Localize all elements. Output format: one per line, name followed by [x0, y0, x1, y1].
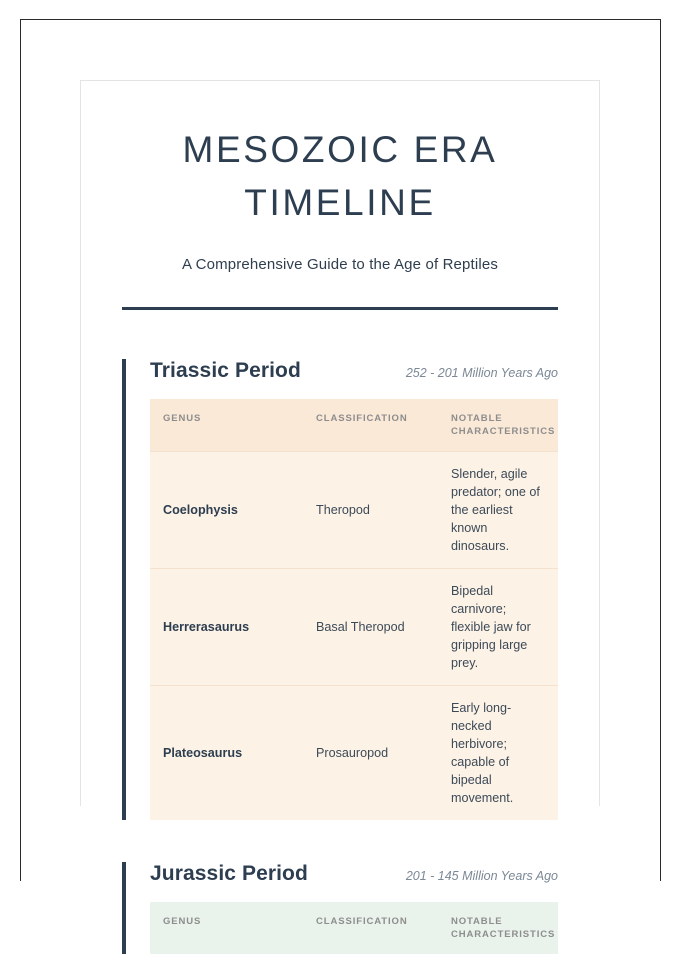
cell-characteristics: Bipedal carnivore; flexible jaw for gripping large prey.: [438, 569, 558, 686]
genus-table: [150, 902, 558, 954]
table-header-row: [150, 902, 558, 954]
period-title: Triassic Period: [150, 359, 301, 383]
column-header-genus: GENUS: [163, 916, 202, 928]
page-title: MESOZOIC ERA TIMELINE: [182, 129, 498, 223]
cell-genus: Plateosaurus: [150, 686, 303, 821]
table-row: [150, 569, 558, 686]
period-date-range: 252 - 201 Million Years Ago: [405, 366, 558, 381]
period-date-range: 201 - 145 Million Years Ago: [405, 869, 558, 884]
column-header-classification: CLASSIFICATION: [316, 916, 408, 928]
period-section-jurassic: [122, 862, 558, 954]
table-row: [150, 686, 558, 821]
table-head: [150, 399, 558, 452]
cell-characteristics: Slender, agile predator; one of the earliest known dinosaurs.: [438, 452, 558, 569]
period-header: [150, 359, 558, 399]
period-section-triassic: [122, 359, 558, 820]
page-subtitle: A Comprehensive Guide to the Age of Reptiles: [182, 256, 498, 274]
document-content: [81, 81, 599, 954]
column-header-genus: GENUS: [163, 413, 202, 425]
title-divider: [122, 307, 558, 310]
period-header: [150, 862, 558, 902]
column-header-characteristics: NOTABLE CHARACTERISTICS: [451, 413, 556, 437]
document-card: [80, 80, 600, 940]
cell-genus: Coelophysis: [150, 452, 303, 569]
table-head: [150, 902, 558, 954]
cell-genus: Herrerasaurus: [150, 569, 303, 686]
table-body: [150, 452, 558, 821]
cell-classification: Theropod: [303, 452, 438, 569]
cell-classification: Basal Theropod: [303, 569, 438, 686]
cell-characteristics: Early long-necked herbivore; capable of bipedal movement.: [438, 686, 558, 821]
column-header-characteristics: NOTABLE CHARACTERISTICS: [451, 916, 556, 940]
cell-classification: Prosauropod: [303, 686, 438, 821]
genus-table: [150, 399, 558, 820]
column-header-classification: CLASSIFICATION: [316, 413, 408, 425]
table-row: [150, 452, 558, 569]
table-header-row: [150, 399, 558, 452]
period-title: Jurassic Period: [150, 862, 308, 886]
